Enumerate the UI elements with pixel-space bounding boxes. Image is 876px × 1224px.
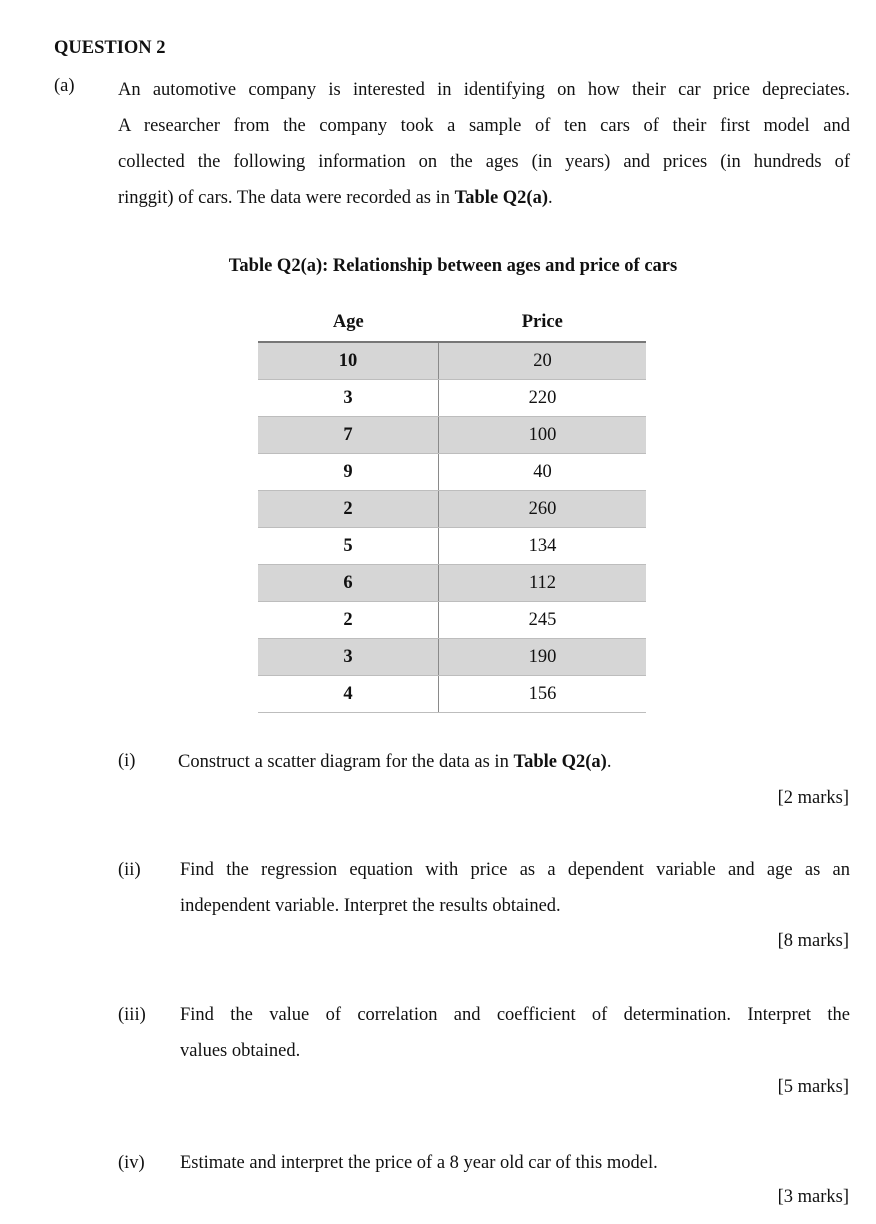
price-cell: 220 xyxy=(439,380,647,417)
subquestion-iii-text xyxy=(180,997,850,1069)
age-cell: 3 xyxy=(258,380,439,417)
intro-line-4 xyxy=(118,180,850,216)
price-cell: 100 xyxy=(439,417,647,454)
age-cell: 4 xyxy=(258,676,439,713)
price-cell: 134 xyxy=(439,528,647,565)
subquestion-iii-line-1: Find the value of correlation and coefficient of determination. Interpret the xyxy=(180,1005,850,1025)
part-label: (a) xyxy=(54,76,75,96)
table-row xyxy=(258,565,646,602)
price-cell: 260 xyxy=(439,491,647,528)
question-title: QUESTION 2 xyxy=(54,38,166,58)
subquestion-i-label: (i) xyxy=(118,751,136,771)
table-row xyxy=(258,676,646,713)
age-cell: 2 xyxy=(258,491,439,528)
subquestion-iii-label: (iii) xyxy=(118,1005,146,1025)
table-row xyxy=(258,491,646,528)
age-cell: 3 xyxy=(258,639,439,676)
subquestion-i-end: . xyxy=(606,752,612,772)
subquestion-i-marks: [2 marks] xyxy=(777,788,849,808)
intro-table-ref: Table Q2(a) xyxy=(454,188,548,208)
age-cell: 10 xyxy=(258,342,439,380)
subquestion-iii-marks: [5 marks] xyxy=(777,1077,849,1097)
subquestion-iv-marks: [3 marks] xyxy=(777,1187,849,1207)
age-cell: 6 xyxy=(258,565,439,602)
table-header-row xyxy=(258,303,646,342)
subquestion-i-line xyxy=(178,744,848,780)
subquestion-ii-line-2: independent variable. Interpret the results obtained. xyxy=(180,896,561,916)
age-cell: 7 xyxy=(258,417,439,454)
intro-line-1: An automotive company is interested in identifying on how their car price depreciates. xyxy=(118,80,850,100)
table-row xyxy=(258,602,646,639)
intro-line-3: collected the following information on the ages (in years) and prices (in hundreds of xyxy=(118,152,850,172)
header-age: Age xyxy=(258,303,439,342)
subquestion-ii-line-1: Find the regression equation with price as a dependent variable and age as an xyxy=(180,860,850,880)
age-price-table xyxy=(258,303,646,713)
subquestion-ii-marks: [8 marks] xyxy=(777,931,849,951)
intro-line-2: A researcher from the company took a sample of ten cars of their first model and xyxy=(118,116,850,136)
table-caption: Table Q2(a): Relationship between ages and price of cars xyxy=(228,256,678,276)
subquestion-ii-label: (ii) xyxy=(118,860,141,880)
subquestion-iv-line: Estimate and interpret the price of a 8 year old car of this model. xyxy=(180,1153,658,1173)
intro-end: . xyxy=(548,188,553,208)
table-row xyxy=(258,639,646,676)
age-cell: 9 xyxy=(258,454,439,491)
subquestion-ii-text xyxy=(180,852,850,924)
table-row xyxy=(258,417,646,454)
subquestion-iv-label: (iv) xyxy=(118,1153,145,1173)
age-cell: 2 xyxy=(258,602,439,639)
subquestion-i-body: Construct a scatter diagram for the data as in xyxy=(178,752,514,772)
table-row xyxy=(258,380,646,417)
intro-paragraph xyxy=(118,72,850,216)
subquestion-i-text xyxy=(178,744,848,780)
table-row xyxy=(258,528,646,565)
table-row xyxy=(258,454,646,491)
header-price: Price xyxy=(439,303,647,342)
subquestion-i-table-ref: Table Q2(a) xyxy=(513,752,607,772)
price-cell: 40 xyxy=(439,454,647,491)
price-cell: 190 xyxy=(439,639,647,676)
table-row xyxy=(258,342,646,380)
price-cell: 112 xyxy=(439,565,647,602)
price-cell: 156 xyxy=(439,676,647,713)
price-cell: 245 xyxy=(439,602,647,639)
price-cell: 20 xyxy=(439,342,647,380)
intro-line-4-text: ringgit) of cars. The data were recorded as in xyxy=(118,188,455,208)
subquestion-iii-line-2: values obtained. xyxy=(180,1041,301,1061)
age-cell: 5 xyxy=(258,528,439,565)
subquestion-iv-text xyxy=(180,1145,850,1181)
